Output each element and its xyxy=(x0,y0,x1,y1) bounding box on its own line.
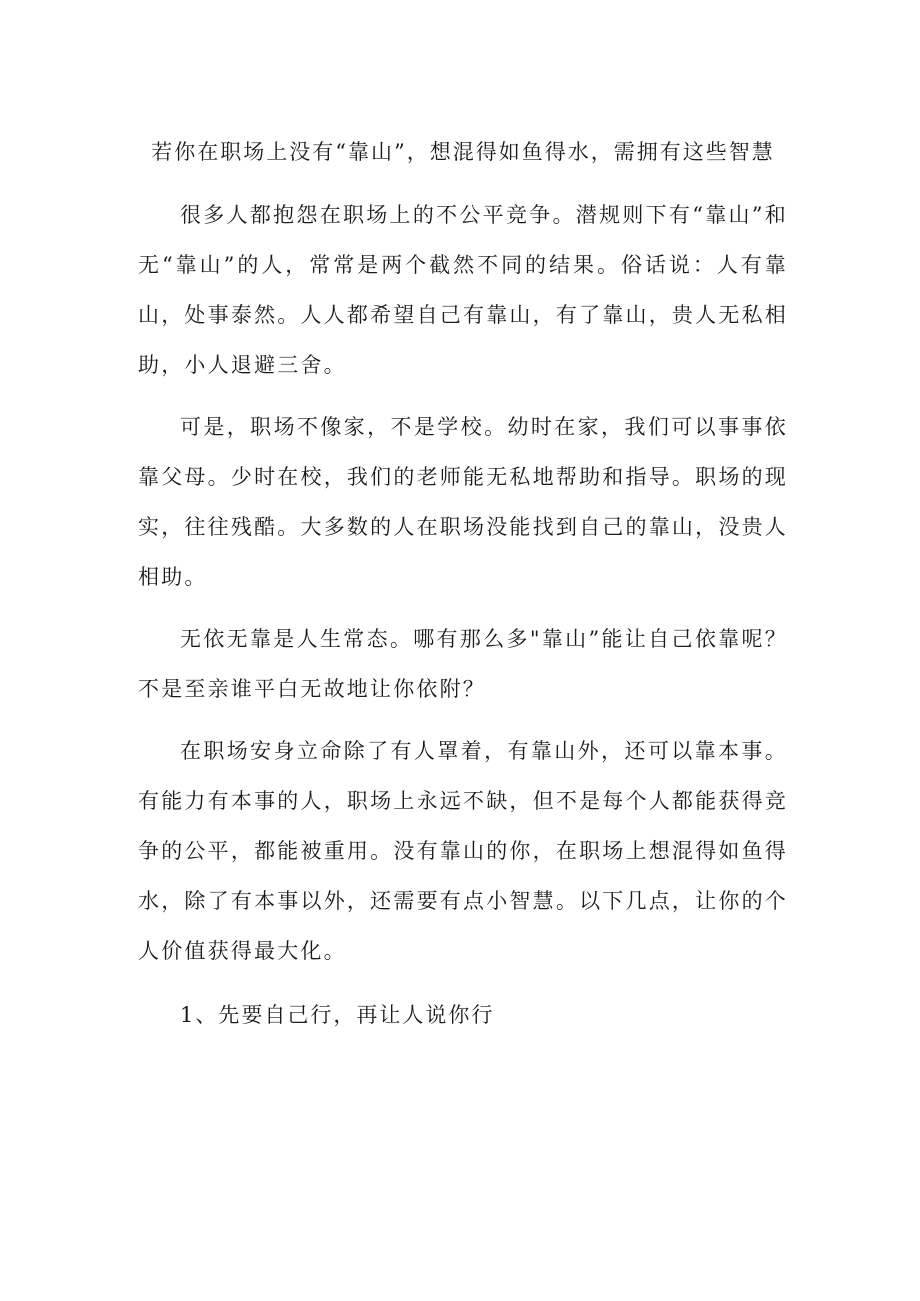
paragraph-3: 无依无靠是人生常态。哪有那么多"靠山”能让自己依靠呢？不是至亲谁平白无故地让你依附？ xyxy=(138,627,788,701)
page-blank-area xyxy=(0,1100,920,1301)
document-page xyxy=(138,128,788,1040)
title-spacer xyxy=(138,176,788,190)
paragraph-2: 可是，职场不像家，不是学校。幼时在家，我们可以事事依靠父母。少时在校，我们的老师能无私地帮助和指导。职场的现实，往往残酷。大多数的人在职场没能找到自己的靠山，没贵人相助。 xyxy=(138,415,788,589)
section-heading: 1、先要自己行，再让人说你行 xyxy=(180,1003,495,1027)
document-title: 若你在职场上没有“靠山”，想混得如鱼得水，需拥有这些智慧 xyxy=(151,140,775,164)
paragraph-4: 在职场安身立命除了有人罩着，有靠山外，还可以靠本事。有能力有本事的人，职场上永远不缺，但不是每个人都能获得竞争的公平，都能被重用。没有靠山的你，在职场上想混得如鱼得水，除了有本事以外，还需要有点小智慧。以下几点，让你的个人价值获得最大化。 xyxy=(138,739,788,963)
paragraph-1: 很多人都抱怨在职场上的不公平竞争。潜规则下有“靠山”和无“靠山”的人，常常是两个截然不同的结果。俗话说：人有靠山，处事泰然。人人都希望自己有靠山，有了靠山，贵人无私相助，小人退避三舍。 xyxy=(138,203,788,377)
